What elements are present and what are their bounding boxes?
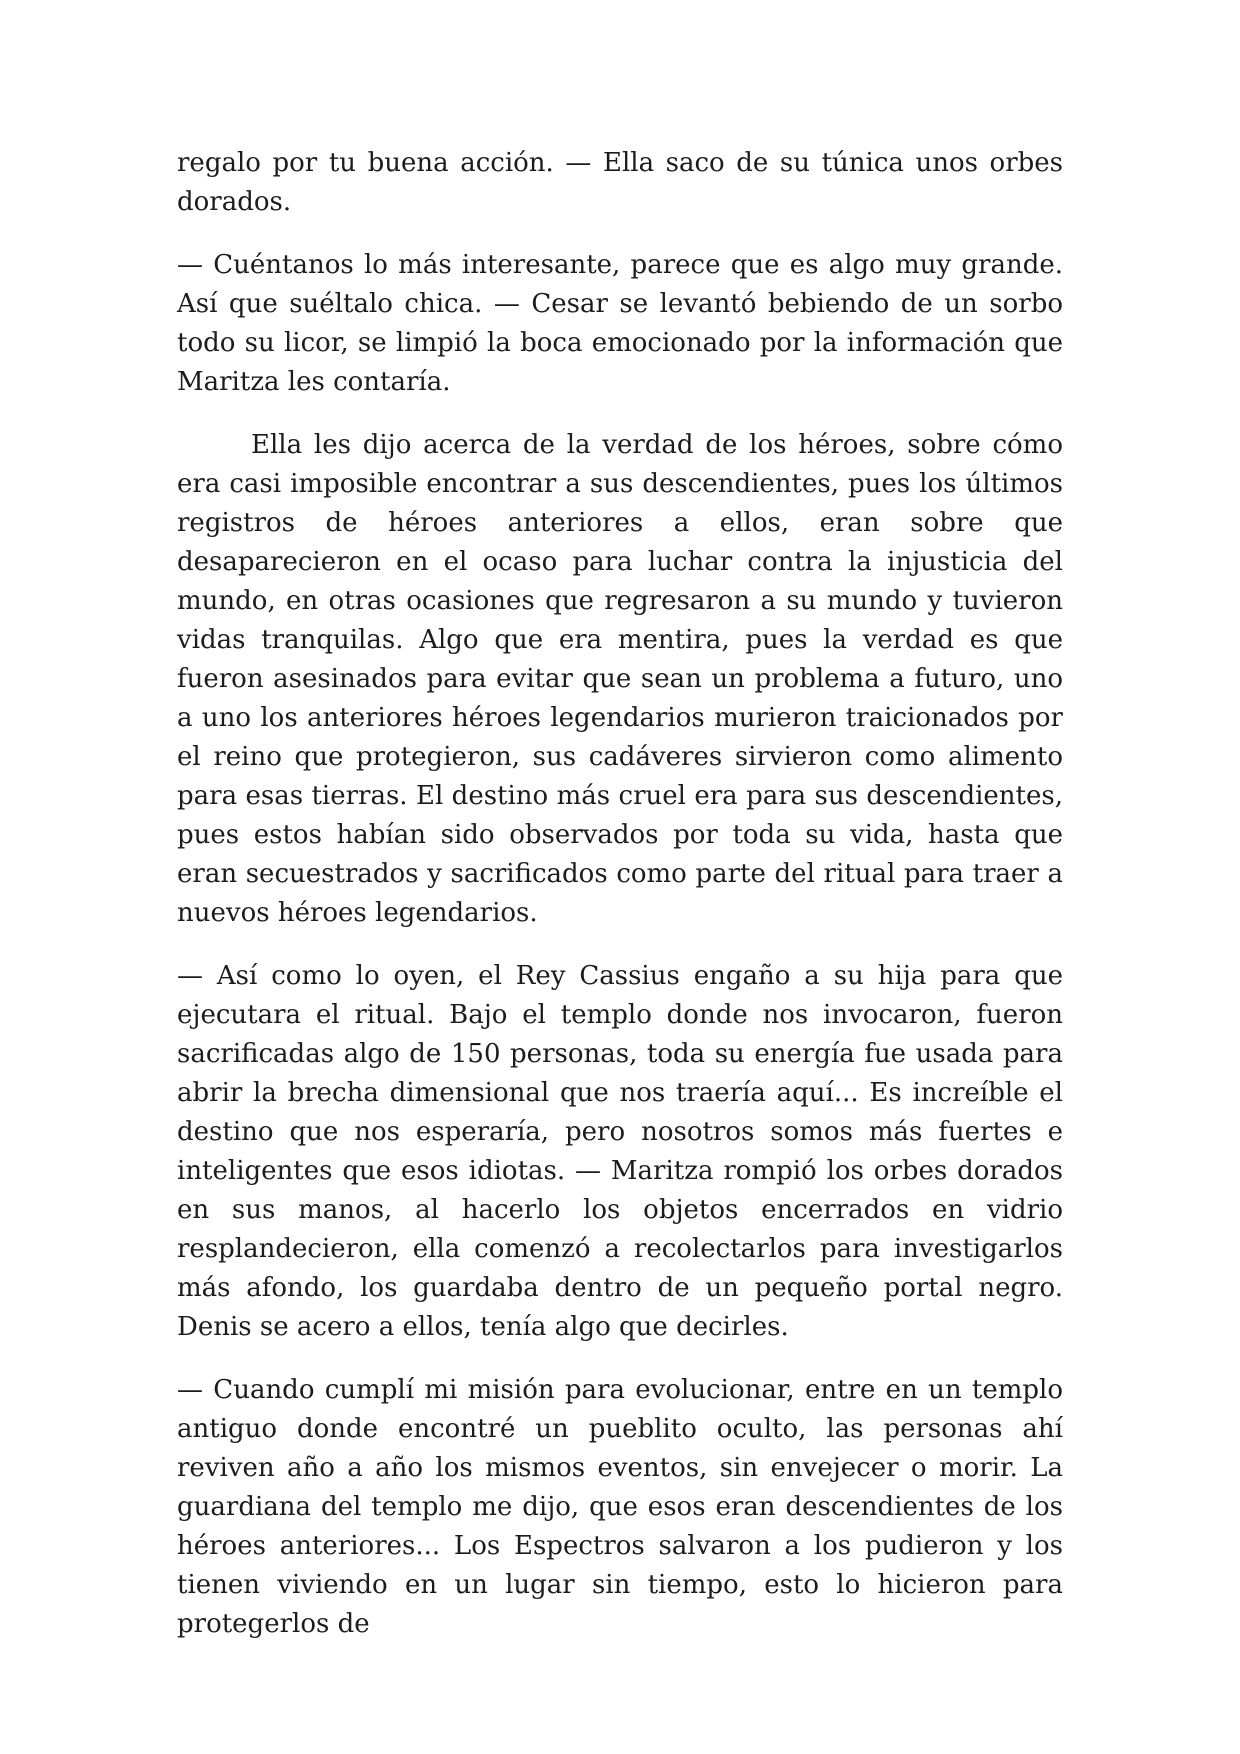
paragraph: — Cuéntanos lo más interesante, parece que es algo muy grande. Así que suéltalo chica. — Cesar se levantó bebiendo de un sorbo todo su licor, se limpió la boca emocionado por la información que Maritza les contaría.	[177, 250, 1063, 397]
paragraph: — Cuando cumplí mi misión para evolucionar, entre en un templo antiguo donde encontré un pueblito oculto, las personas ahí reviven año a año los mismos eventos, sin envejecer o morir. La guardiana del templo me dijo, que esos eran descendientes de los héroes anteriores... Los Espectros salvaron a los pudieron y los tienen viviendo en un lugar sin tiempo, esto lo hicieron para protegerlos de	[177, 1375, 1063, 1639]
document-page	[177, 144, 1063, 1668]
paragraph: regalo por tu buena acción. — Ella saco de su túnica unos orbes dorados.	[177, 148, 1063, 217]
paragraph: Ella les dijo acerca de la verdad de los héroes, sobre cómo era casi imposible encontrar a sus descendientes, pues los últimos registros de héroes anteriores a ellos, eran sobre que desaparecieron en el ocaso para luchar contra la injusticia del mundo, en otras ocasiones que regresaron a su mundo y tuvieron vidas tranquilas. Algo que era mentira, pues la verdad es que fueron asesinados para evitar que sean un problema a futuro, uno a uno los anteriores héroes legendarios murieron traicionados por el reino que protegieron, sus cadáveres sirvieron como alimento para esas tierras. El destino más cruel era para sus descendientes, pues estos habían sido observados por toda su vida, hasta que eran secuestrados y sacrificados como parte del ritual para traer a nuevos héroes legendarios.	[177, 430, 1063, 928]
paragraph: — Así como lo oyen, el Rey Cassius engaño a su hija para que ejecutara el ritual. Bajo el templo donde nos invocaron, fueron sacrificadas algo de 150 personas, toda su energía fue usada para abrir la brecha dimensional que nos traería aquí... Es increíble el destino que nos esperaría, pero nosotros somos más fuertes e inteligentes que esos idiotas. — Maritza rompió los orbes dorados en sus manos, al hacerlo los objetos encerrados en vidrio resplandecieron, ella comenzó a recolectarlos para investigarlos más afondo, los guardaba dentro de un pequeño portal negro. Denis se acero a ellos, tenía algo que decirles.	[177, 961, 1063, 1342]
